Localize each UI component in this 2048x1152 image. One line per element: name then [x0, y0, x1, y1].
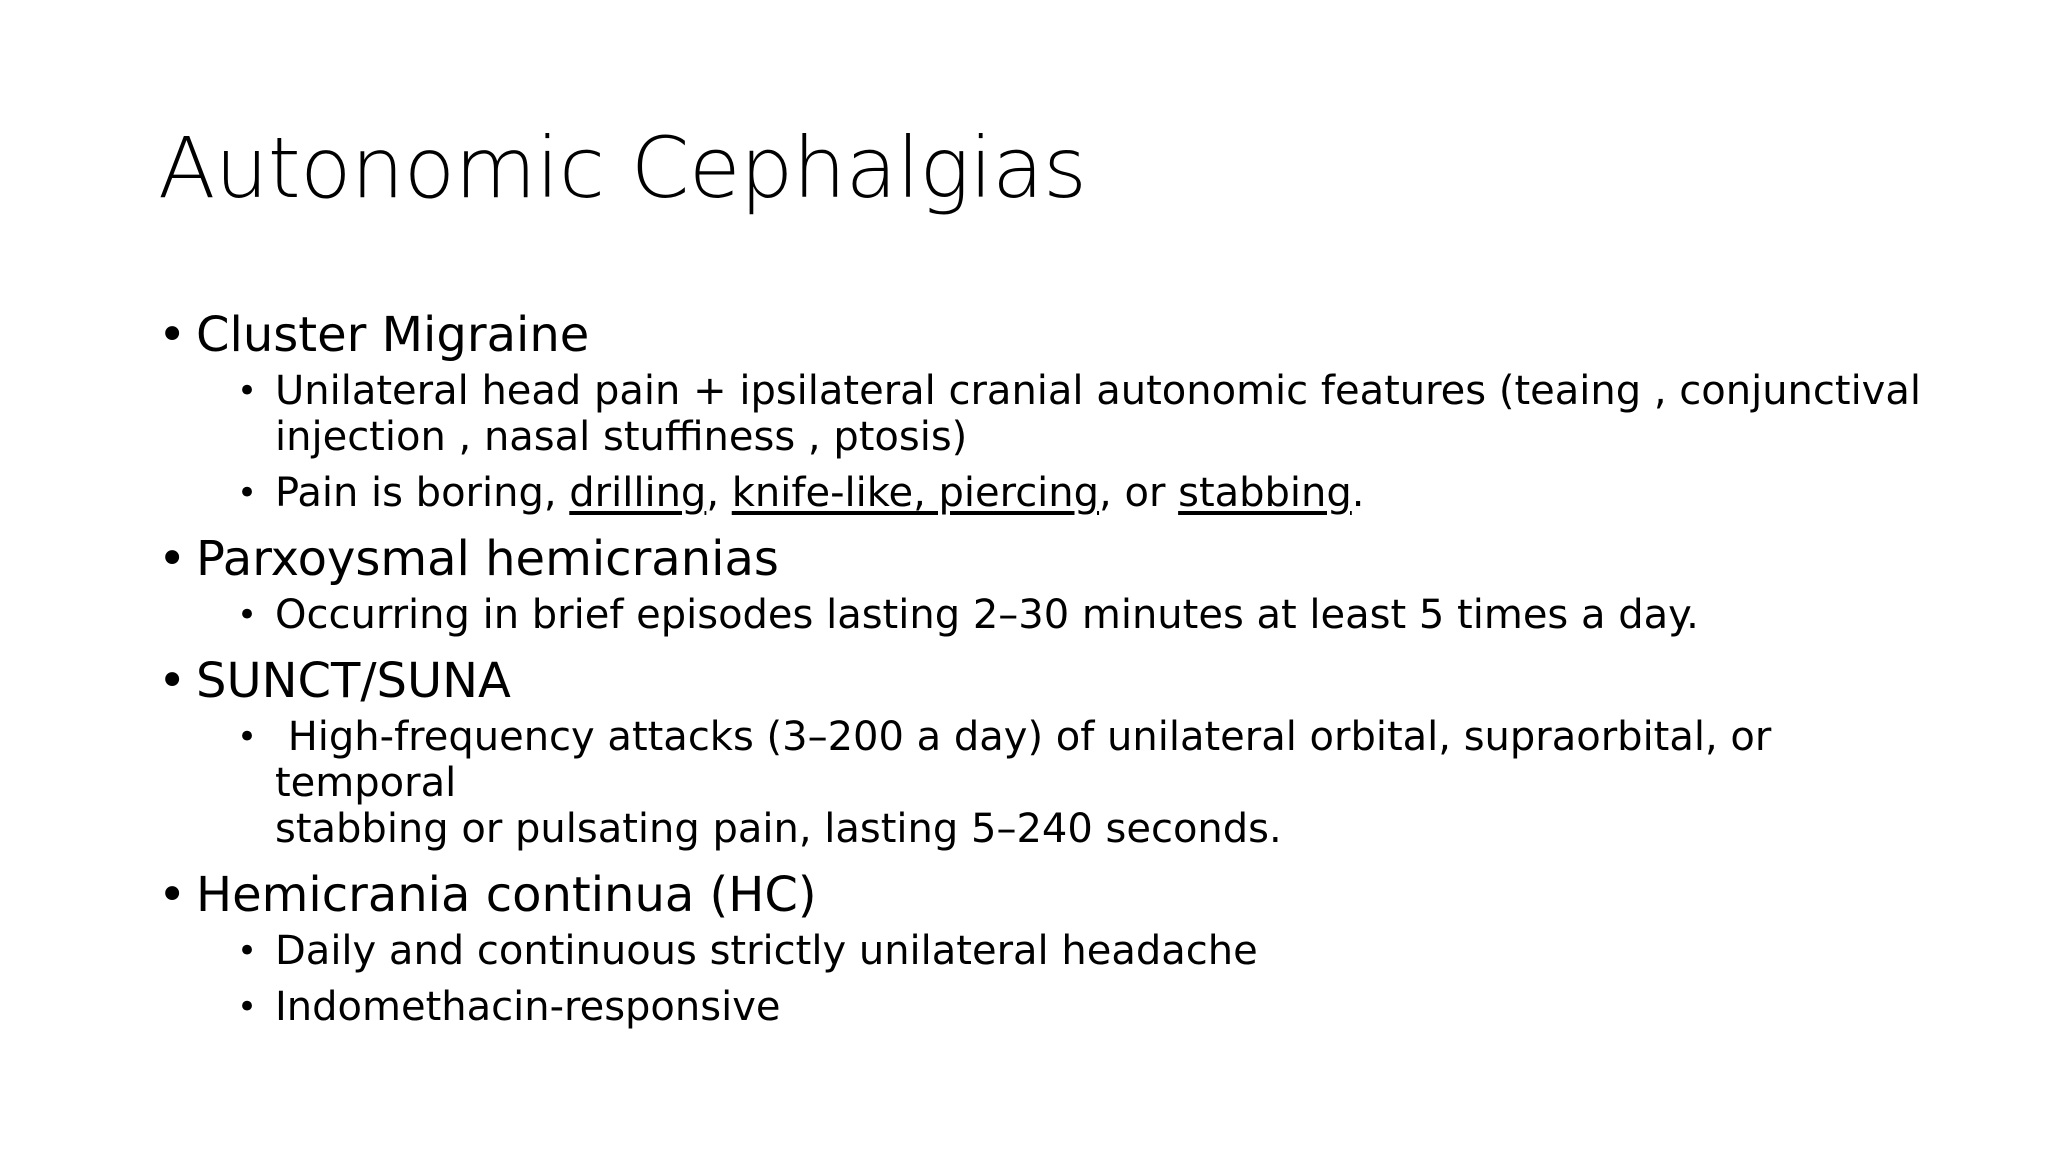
- sub-bullet-text: Occurring in brief episodes lasting 2–30 minutes at least 5 times a day.: [275, 592, 1699, 638]
- sub-bullet-dot-icon: •: [237, 371, 258, 411]
- bullet-cluster-migraine: [158, 306, 1938, 364]
- sub-bullet-dot-icon: •: [237, 987, 258, 1027]
- bullet-dot-icon: •: [158, 867, 187, 923]
- sub-bullet: [237, 928, 1938, 974]
- sub-bullet: [237, 714, 1938, 852]
- text-run: .: [1351, 470, 1365, 516]
- sub-bullet-text-line: stabbing or pulsating pain, lasting 5–240 seconds.: [275, 806, 1282, 852]
- sub-bullet: [237, 470, 1938, 516]
- bullet-hemicrania-continua: [158, 866, 1938, 924]
- bullet-dot-icon: •: [158, 531, 187, 587]
- bullet-heading: Parxoysmal hemicranias: [196, 531, 779, 587]
- sub-bullet-dot-icon: •: [237, 595, 258, 635]
- bullet-heading: Cluster Migraine: [196, 307, 590, 363]
- text-run: , or: [1099, 470, 1179, 516]
- sub-bullet-text-line: injection , nasal stuffiness , ptosis): [275, 414, 968, 460]
- sub-bullet-text: [275, 470, 1938, 516]
- sub-bullet-text: Daily and continuous strictly unilateral headache: [275, 928, 1258, 974]
- sub-bullet-text-line: Unilateral head pain + ipsilateral cranial autonomic features (teaing , conjunctival: [275, 368, 1921, 414]
- text-run: ,: [706, 470, 732, 516]
- sub-bullet-text-line: High-frequency attacks (3–200 a day) of unilateral orbital, supraorbital, or temporal: [275, 714, 1785, 806]
- bullet-sunct-suna: [158, 652, 1938, 710]
- bullet-heading: SUNCT/SUNA: [196, 653, 511, 709]
- sub-bullet: [237, 592, 1938, 638]
- bullet-dot-icon: •: [158, 307, 187, 363]
- slide-title: Autonomic Cephalgias: [158, 119, 1087, 217]
- text-run: Pain is boring,: [275, 470, 570, 516]
- bullet-heading: Hemicrania continua (HC): [196, 867, 817, 923]
- bullet-dot-icon: •: [158, 653, 187, 709]
- underlined-term: drilling: [569, 470, 707, 516]
- sub-bullet-dot-icon: •: [237, 717, 258, 757]
- sub-bullet: [237, 984, 1938, 1030]
- bullet-paroxysmal-hemicranias: [158, 530, 1938, 588]
- sub-bullet-dot-icon: •: [237, 473, 258, 513]
- bullet-list: [158, 306, 1938, 1030]
- sub-bullet: [237, 368, 1938, 460]
- underlined-term: knife-like, piercing: [731, 470, 1100, 516]
- sub-bullet-text: Indomethacin-responsive: [275, 984, 781, 1030]
- underlined-term: stabbing: [1178, 470, 1352, 516]
- sub-bullet-dot-icon: •: [237, 931, 258, 971]
